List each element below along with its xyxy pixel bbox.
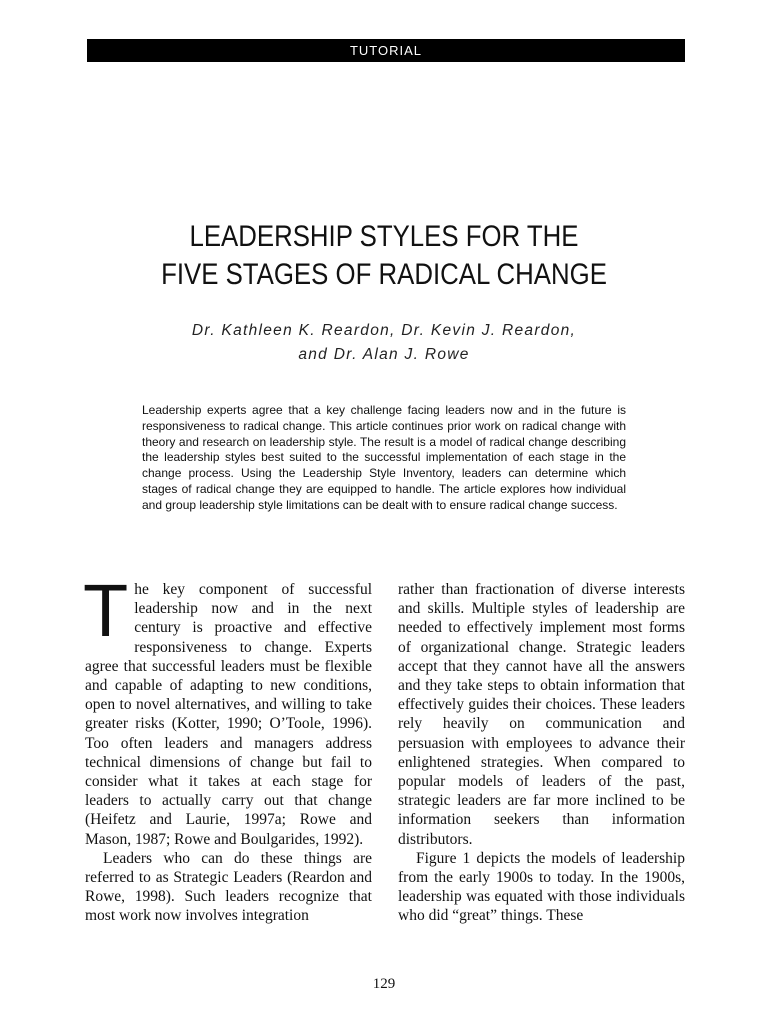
title-line-2: FIVE STAGES OF RADICAL CHANGE xyxy=(161,258,607,291)
body-paragraph xyxy=(83,569,372,849)
authors-line-1: Dr. Kathleen K. Reardon, Dr. Kevin J. Reardon, xyxy=(191,322,577,339)
paragraph-text: he key component of successful leadership now and in the next century is proactive and effective responsiveness to change. Experts agree that successful leaders must be flexible and capable of adapting to new conditions, open to novel alternatives, and willing to take greater risks (Kotter, 1990; O’Toole, 1996). Too often leaders and managers address technical dimensions of change but fail to consider what it takes at each stage for leaders to actually carry out that change (Heifetz and Laurie, 1997a; Rowe and Mason, 1987; Rowe and Boulgarides, 1992). xyxy=(85,581,372,848)
body-paragraph: Leaders who can do these things are referred to as Strategic Leaders (Reardon and Rowe, 1998). Such leaders recognize that most work now involves integration xyxy=(85,849,372,925)
title-line-1: LEADERSHIP STYLES FOR THE xyxy=(189,220,579,253)
body-paragraph: Figure 1 depicts the models of leadership from the early 1900s to today. In the 1900s, leadership was equated with those individuals who did “great” things. These xyxy=(398,849,685,925)
body-column-right xyxy=(398,580,685,926)
body-paragraph: rather than fractionation of diverse interests and skills. Multiple styles of leadership are needed to effectively implement most forms of organizational change. Strategic leaders accept that they cannot have all the answers and they take steps to obtain information that effectively guides their choices. These leaders rely heavily on communication and persuasion with employees to advance their enlightened strategies. When compared to popular models of leaders of the past, strategic leaders are far more inclined to be information seekers than information distributors. xyxy=(398,581,685,848)
page-number: 129 xyxy=(372,976,396,992)
drop-cap: T xyxy=(83,569,129,652)
author-list xyxy=(0,319,768,367)
authors-line-2: and Dr. Alan J. Rowe xyxy=(298,346,470,363)
abstract: Leadership experts agree that a key challenge facing leaders now and in the future is responsiveness to radical change. This article continues prior work on radical change with theory and research on leadership style. The result is a model of radical change describing the leadership styles best suited to the successful implementation of each stage in the change process. Using the Leadership Style Inventory, leaders can determine which stages of radical change they are equipped to handle. The article explores how individual and group leadership style limitations can be dealt with to ensure radical change success. xyxy=(142,403,626,512)
section-banner: TUTORIAL xyxy=(87,39,685,62)
body-column-left xyxy=(83,569,372,926)
article-title xyxy=(54,218,714,294)
